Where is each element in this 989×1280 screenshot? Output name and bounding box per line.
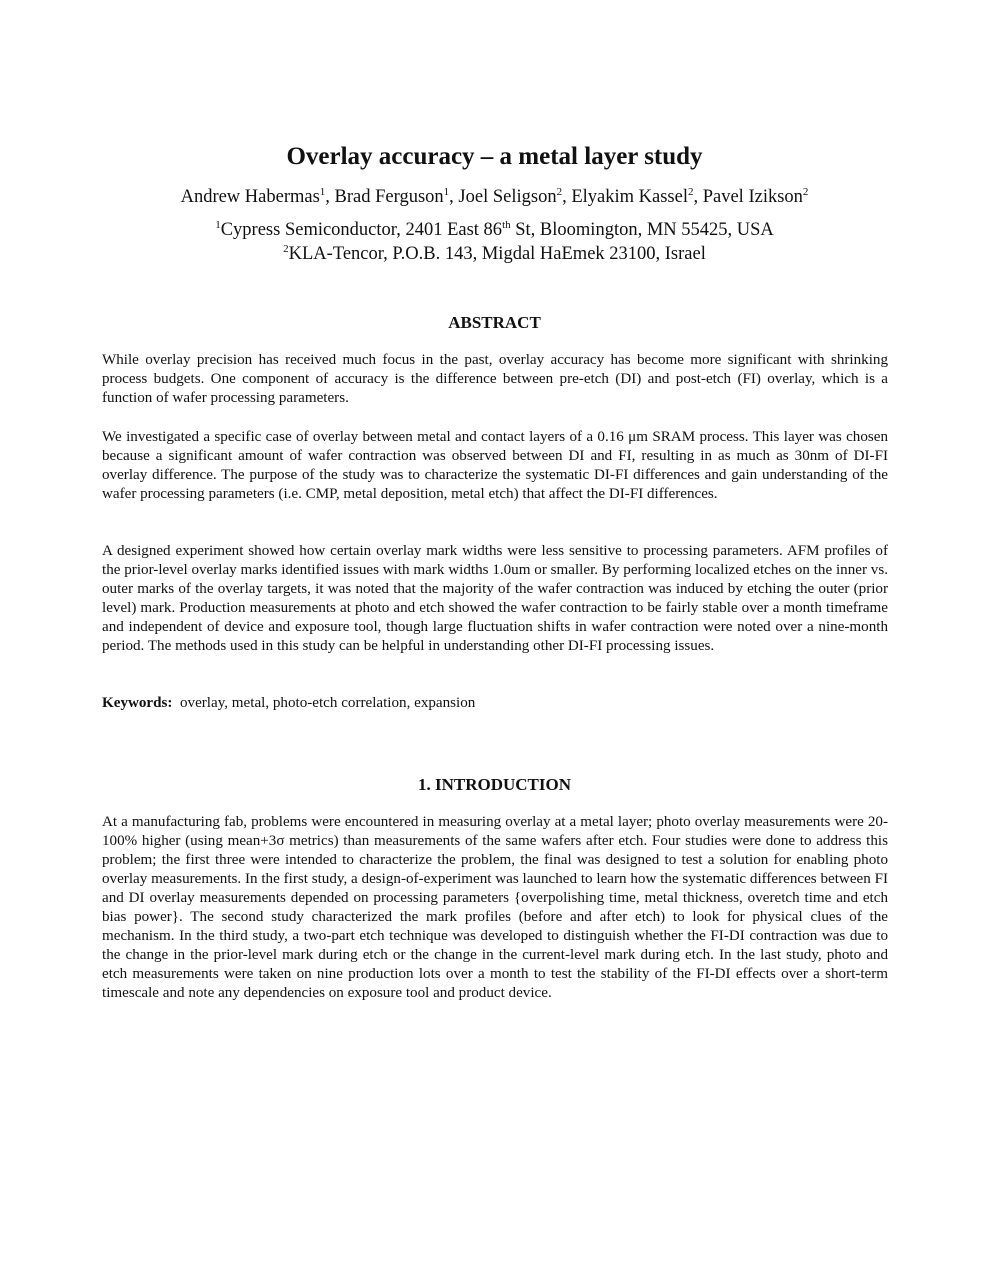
keywords-text: overlay, metal, photo-etch correlation, expansion xyxy=(172,695,476,711)
abstract-paragraph: While overlay precision has received much focus in the past, overlay accuracy has become more significant with shrinking process budgets. One component of accuracy is the difference between pre-etch (DI) and post-etch (FI) overlay, which is a function of wafer processing parameters. xyxy=(102,352,888,406)
author: Pavel Izikson$^2$ xyxy=(702,185,809,207)
affiliation-1: $^1$Cypress Semiconductor, 2401 East 86th St, Bloomington, MN 55425, USA xyxy=(215,218,774,240)
author: Joel Seligson$^2$, xyxy=(458,185,572,207)
introduction-heading: 1. INTRODUCTION xyxy=(417,775,572,794)
abstract-heading: ABSTRACT xyxy=(448,313,541,332)
paper-title: Overlay accuracy – a metal layer study xyxy=(286,143,703,170)
keywords xyxy=(102,694,888,713)
author: Andrew Habermas$^1$, xyxy=(180,185,335,207)
abstract-paragraph: A designed experiment showed how certain overlay mark widths were less sensitive to processing parameters. AFM profiles of the prior-level overlay marks identified issues with mark widths 1.0um or smaller. By performing localized etches on the inner vs. outer marks of the overlay targets, it was noted that the majority of the wafer contraction was induced by etching the outer (prior level) mark. Production measurements at photo and etch showed the wafer contraction to be fairly stable over a month timeframe and independent of device and exposure tool, though large fluctuation shifts in wafer contraction were noted over a nine-month period. The methods used in this study can be helpful in understanding other DI-FI processing issues. xyxy=(102,543,888,654)
author-list xyxy=(0,184,989,210)
keywords-label: Keywords: xyxy=(102,695,173,711)
author: Brad Ferguson$^1$, xyxy=(334,185,459,207)
author: Elyakim Kassel$^2$, xyxy=(571,185,703,207)
introduction-paragraph: At a manufacturing fab, problems were encountered in measuring overlay at a metal layer; photo overlay measurements were 20-100% higher (using mean+3σ metrics) than measurements of the same wafers after etch. Four studies were done to address this problem; the first three were intended to characterize the problem, the final was designed to test a solution for enabling photo overlay measurements. In the first study, a design-of-experiment was launched to learn how the systematic differences between FI and DI overlay measurements depended on processing parameters {overpolishing time, metal thickness, overetch time and etch bias power}. The second study characterized the mark profiles (before and after etch) to look for physical clues of the mechanism. In the third study, a two-part etch technique was developed to distinguish whether the FI-DI contraction was due to the change in the prior-level mark during etch or the change in the current-level mark during etch. In the last study, photo and etch measurements were taken on nine production lots over a month to test the stability of the FI-DI effects over a short-term timescale and note any dependencies on exposure tool and product device. xyxy=(102,814,888,1001)
affiliation-2: $^2$KLA-Tencor, P.O.B. 143, Migdal HaEmek 23100, Israel xyxy=(283,242,706,264)
abstract-paragraph: We investigated a specific case of overlay between metal and contact layers of a 0.16 μm SRAM process. This layer was chosen because a significant amount of wafer contraction was observed between DI and FI, resulting in as much as 30nm of DI-FI overlay difference. The purpose of the study was to characterize the systematic DI-FI differences and gain understanding of the wafer processing parameters (i.e. CMP, metal deposition, metal etch) that affect the DI-FI differences. xyxy=(102,429,888,502)
